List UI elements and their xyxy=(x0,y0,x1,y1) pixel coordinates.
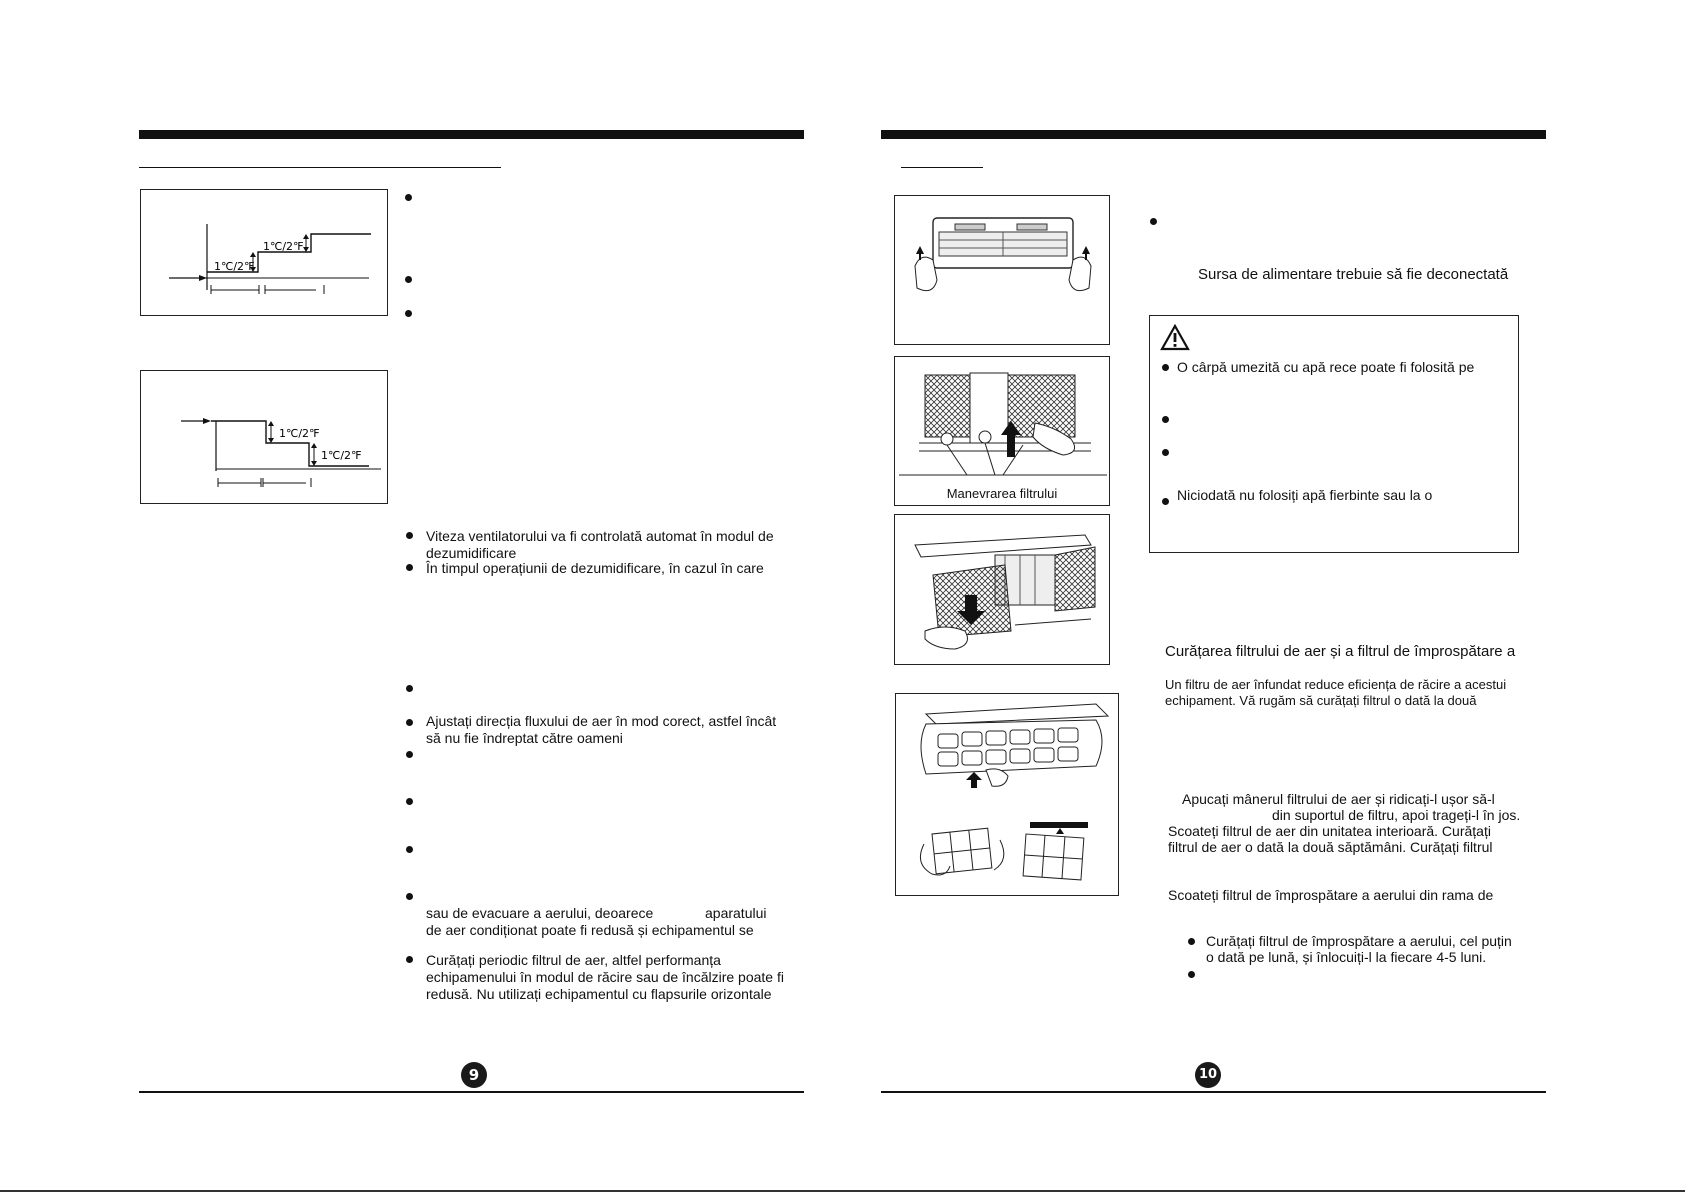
airflow-text-2: să nu fie îndreptat către oameni xyxy=(426,730,623,746)
step-1-line-d: filtrul de aer o dată la două săptămâni. Curățați filtrul xyxy=(1168,839,1493,855)
page-number-left: 9 xyxy=(461,1062,487,1088)
bullet xyxy=(406,846,413,853)
left-header-bar xyxy=(139,130,804,139)
d2-step-top-label: 1℃/2℉ xyxy=(279,427,320,440)
step-1-line-c: Scoateți filtrul de aer din unitatea interioară. Curățați xyxy=(1168,823,1491,839)
filter-para-2: echipament. Vă rugăm să curățați filtrul o dată la două xyxy=(1165,693,1477,708)
warning-icon xyxy=(1160,324,1190,352)
power-disconnect-text: Sursa de alimentare trebuie să fie deconectată xyxy=(1198,266,1509,283)
evacuation-text: sau de evacuare a aerului, deoarece xyxy=(426,905,654,921)
clean-filter-text-2: echipamenului în modul de răcire sau de încălzire poate fi xyxy=(426,969,784,985)
evacuation-text-b: aparatului xyxy=(705,905,767,921)
step-1-line-b: din suportul de filtru, apoi trageți-l în jos. xyxy=(1272,807,1521,823)
bullet xyxy=(1162,449,1169,456)
heating-step-diagram xyxy=(140,370,388,504)
clean-filter-text: Curățați periodic filtrul de aer, altfel performanța xyxy=(426,952,721,968)
bullet xyxy=(406,685,413,692)
filter-handling-illustration xyxy=(894,356,1110,506)
clean-filter-text-3: redusă. Nu utilizați echipamentul cu flapsurile orizontale xyxy=(426,986,772,1002)
bullet xyxy=(1188,938,1195,945)
d1-step-bottom-label: 1℃/2℉ xyxy=(214,260,255,273)
bullet xyxy=(405,310,412,317)
filter-removal-illustration xyxy=(894,514,1110,665)
filter-section-heading: Curățarea filtrului de aer și a filtrul de împrospătare a xyxy=(1165,643,1516,660)
filter-para-1: Un filtru de aer înfundat reduce eficiența de răcire a acestui xyxy=(1165,677,1507,692)
bullet xyxy=(406,798,413,805)
image-caption: Manevrarea filtrului xyxy=(946,486,1058,501)
caution-item-1: O cârpă umezită cu apă rece poate fi folosită pe xyxy=(1177,359,1475,375)
bullet xyxy=(406,751,413,758)
d1-step-top-label: 1℃/2℉ xyxy=(263,240,304,253)
bullet xyxy=(1188,971,1195,978)
bullet xyxy=(405,276,412,283)
dehumid-operation-text: În timpul operațiunii de dezumidificare, în cazul în care xyxy=(426,560,764,576)
left-footer-rule xyxy=(139,1091,804,1093)
sub-bullet-1b: o dată pe lună, și înlocuiți-l la fiecare 4-5 luni. xyxy=(1206,949,1487,965)
fan-speed-text: Viteza ventilatorului va fi controlată automat în modul de xyxy=(426,528,774,544)
bullet xyxy=(406,893,413,900)
sub-bullet-1a: Curățați filtrul de împrospătare a aerului, cel puțin xyxy=(1206,933,1512,949)
airflow-text: Ajustați direcția fluxului de aer în mod corect, astfel încât xyxy=(426,713,777,729)
bullet xyxy=(405,194,412,201)
bullet xyxy=(406,956,413,963)
bullet xyxy=(406,564,413,571)
right-section-underline xyxy=(901,167,983,168)
caution-item-4: Niciodată nu folosiți apă fierbinte sau la o xyxy=(1177,487,1433,503)
bullet xyxy=(1150,218,1157,225)
panel-lift-illustration xyxy=(894,195,1110,345)
page-number-right: 10 xyxy=(1195,1062,1221,1088)
right-header-bar xyxy=(881,130,1546,139)
page-bottom-edge xyxy=(0,1190,1685,1192)
caution-box xyxy=(1149,315,1519,553)
right-footer-rule xyxy=(881,1091,1546,1093)
step-1-line-a: Apucați mânerul filtrului de aer și ridicați-l ușor să-l xyxy=(1182,791,1495,807)
evacuation-text-2: de aer condiționat poate fi redusă și echipamentul se xyxy=(426,922,754,938)
cooling-step-diagram xyxy=(140,189,388,316)
fresh-filter-illustration xyxy=(895,693,1119,896)
bullet xyxy=(1162,416,1169,423)
bullet xyxy=(406,719,413,726)
left-section-underline xyxy=(139,167,501,168)
step-2-text: Scoateți filtrul de împrospătare a aerului din rama de xyxy=(1168,887,1494,903)
bullet xyxy=(1162,364,1169,371)
d2-step-bottom-label: 1℃/2℉ xyxy=(321,449,362,462)
bullet xyxy=(1162,498,1169,505)
bullet xyxy=(406,532,413,539)
fan-speed-text-2: dezumidificare xyxy=(426,545,517,561)
